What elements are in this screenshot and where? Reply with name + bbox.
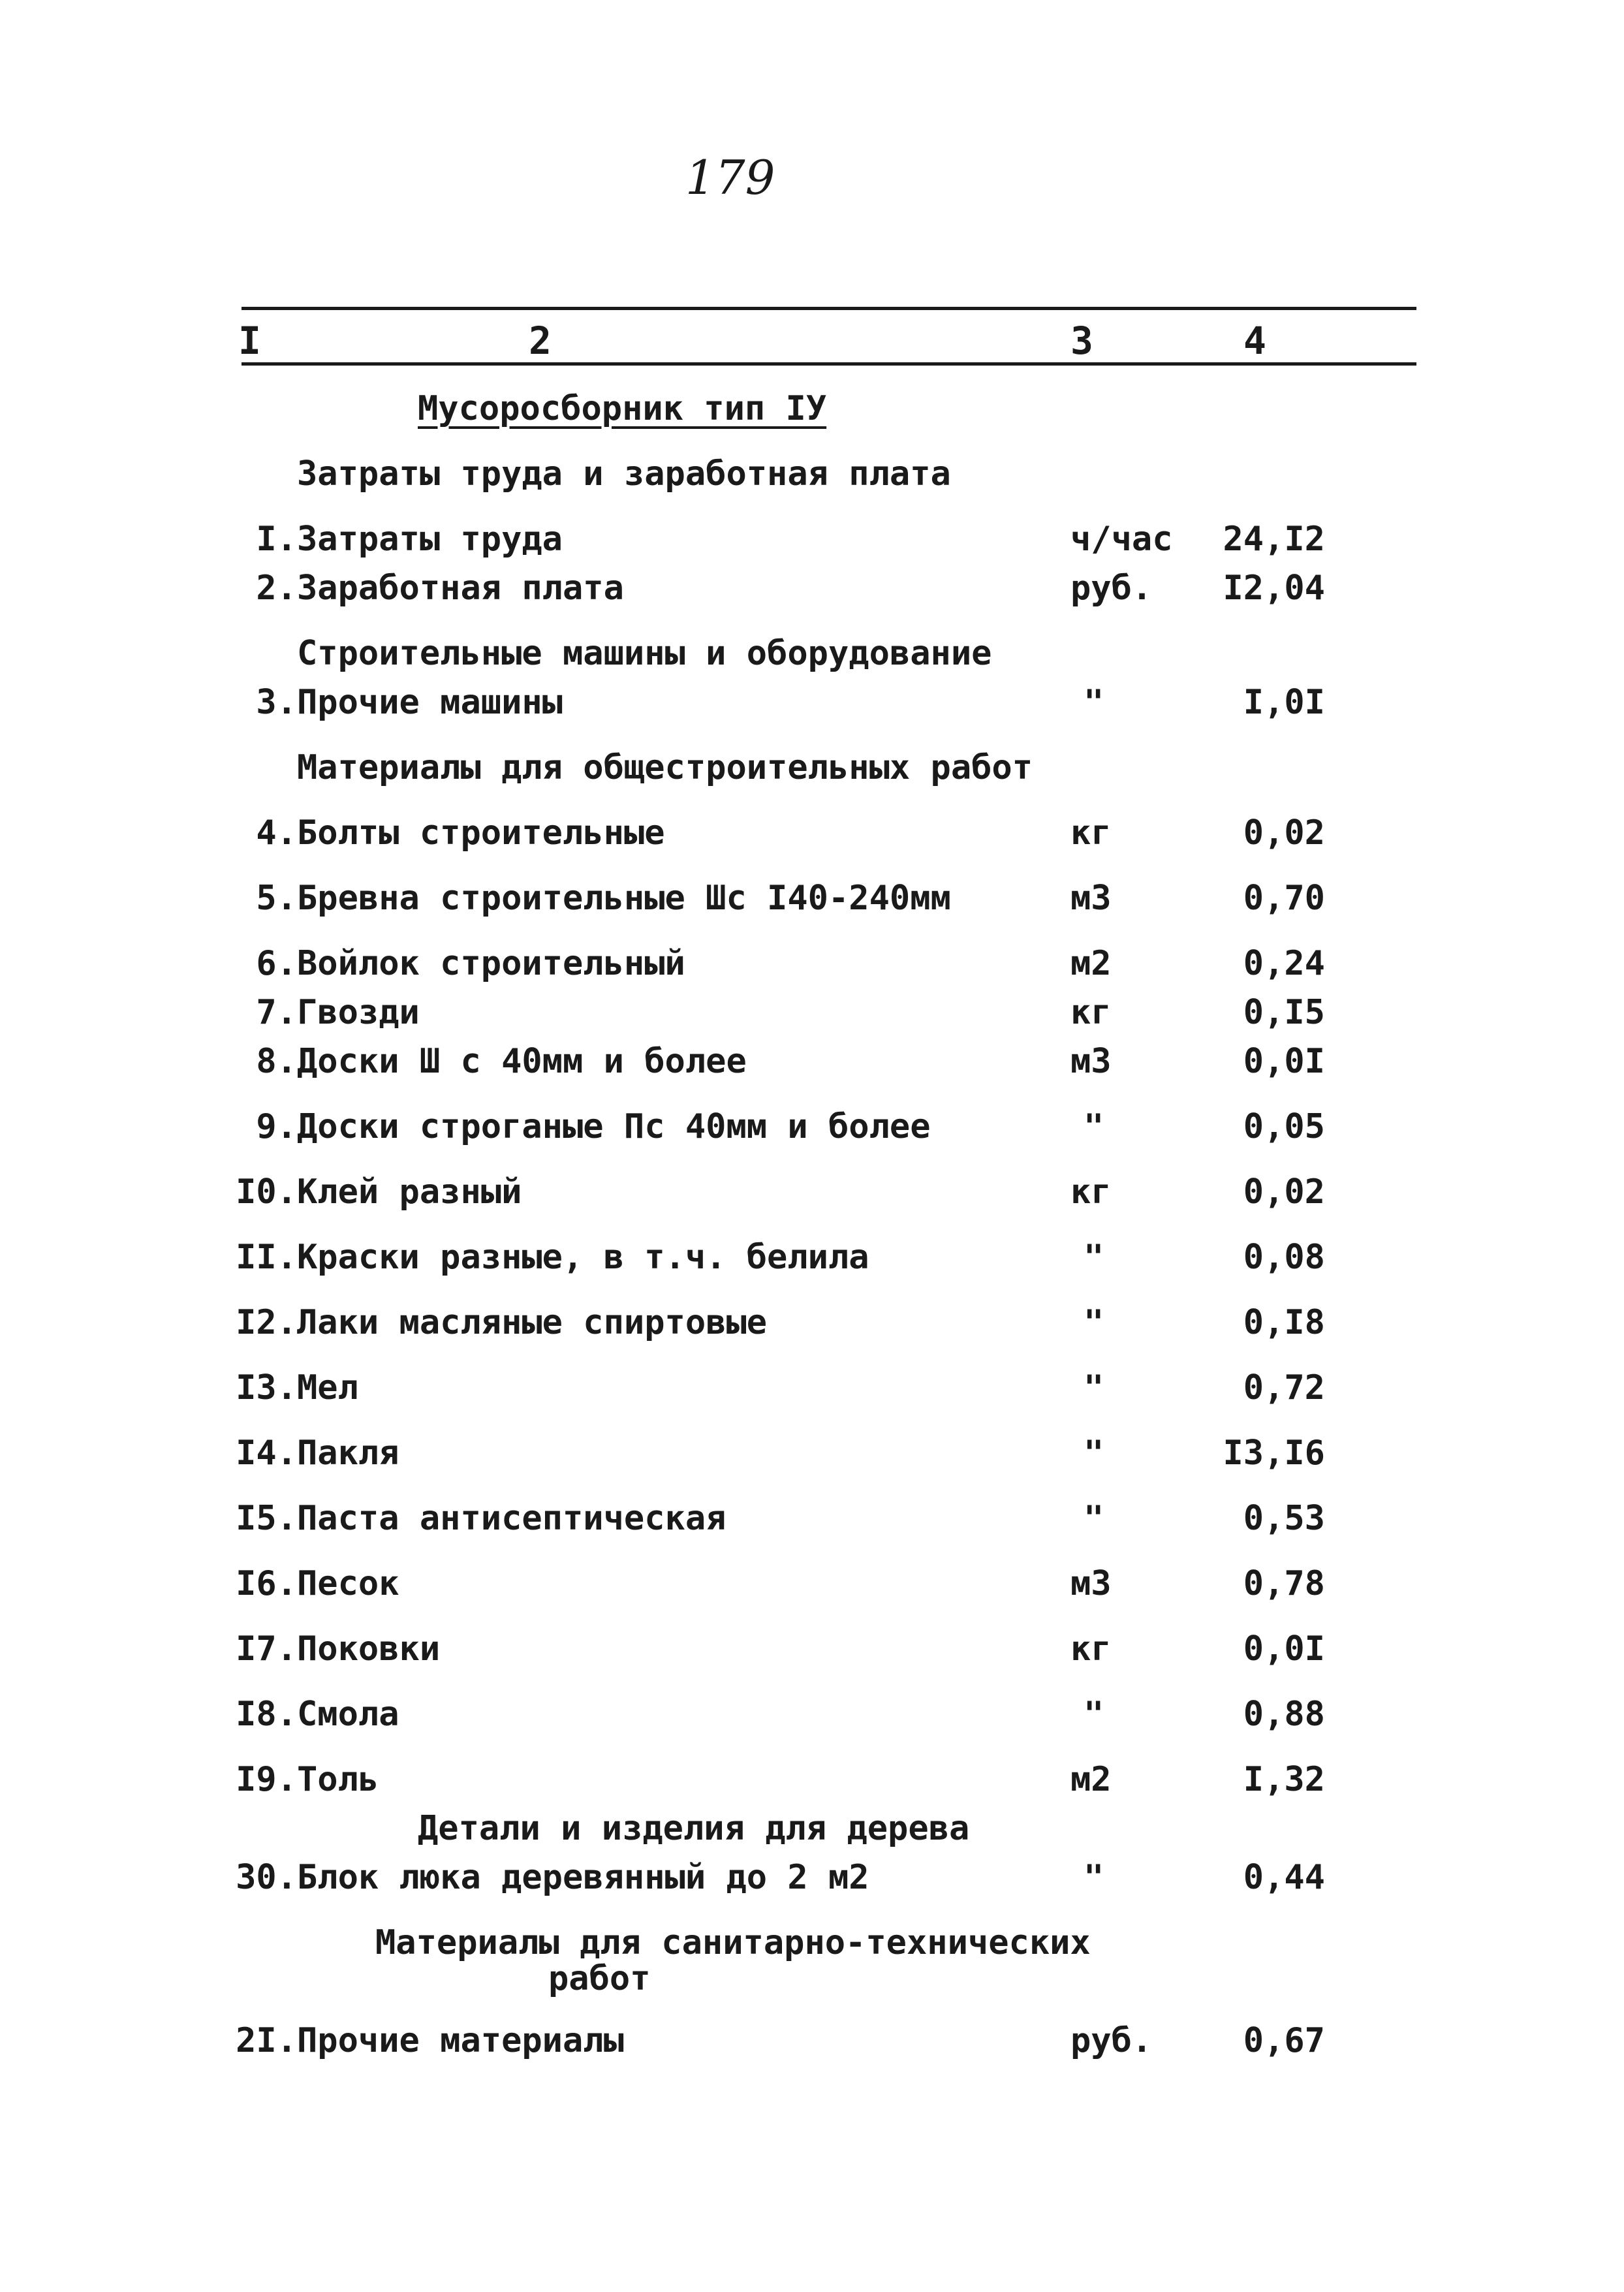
row-unit: руб. bbox=[1070, 2021, 1153, 2060]
table-header-rule bbox=[242, 362, 1416, 366]
row-number: 9. bbox=[256, 1107, 297, 1146]
row-number: 2I. bbox=[236, 2021, 297, 2060]
row-unit: кг bbox=[1070, 1629, 1112, 1669]
row-number: I2. bbox=[236, 1303, 297, 1342]
section-heading-sanitary-line1: Материалы для санитарно-технических bbox=[375, 1923, 1091, 1962]
row-value: I2,04 bbox=[1223, 569, 1325, 608]
row-value: I,0I bbox=[1243, 683, 1325, 722]
row-number: I. bbox=[256, 520, 297, 559]
column-header-1: I bbox=[238, 319, 261, 363]
row-unit: " bbox=[1084, 1303, 1104, 1342]
row-number: I6. bbox=[236, 1564, 297, 1603]
row-value: 24,I2 bbox=[1223, 520, 1325, 559]
row-unit: кг bbox=[1070, 813, 1112, 853]
row-unit: кг bbox=[1070, 993, 1112, 1032]
row-name: Гвозди bbox=[297, 993, 420, 1032]
row-unit: м3 bbox=[1070, 879, 1112, 918]
row-name: Пакля bbox=[297, 1434, 399, 1473]
section-heading-materials-general: Материалы для общестроительных работ bbox=[297, 748, 1033, 787]
row-number: I8. bbox=[236, 1695, 297, 1734]
row-unit: м3 bbox=[1070, 1564, 1112, 1603]
row-unit: ч/час bbox=[1070, 520, 1173, 559]
row-unit: кг bbox=[1070, 1172, 1112, 1212]
row-name: Доски строганые Пс 40мм и более bbox=[297, 1107, 931, 1146]
row-name: Толь bbox=[297, 1760, 379, 1799]
row-value: 0,67 bbox=[1243, 2021, 1325, 2060]
row-unit: " bbox=[1084, 1858, 1104, 1897]
row-number: 6. bbox=[256, 944, 297, 983]
row-value: 0,44 bbox=[1243, 1858, 1325, 1897]
row-name: Лаки масляные спиртовые bbox=[297, 1303, 768, 1342]
row-number: 8. bbox=[256, 1042, 297, 1081]
row-number: 2. bbox=[256, 569, 297, 608]
row-value: 0,24 bbox=[1243, 944, 1325, 983]
row-value: 0,0I bbox=[1243, 1042, 1325, 1081]
section-heading-labor: Затраты труда и заработная плата bbox=[297, 454, 951, 494]
row-unit: м3 bbox=[1070, 1042, 1112, 1081]
row-value: 0,0I bbox=[1243, 1629, 1325, 1669]
row-unit: руб. bbox=[1070, 569, 1153, 608]
row-unit: " bbox=[1084, 1368, 1104, 1407]
row-number: I5. bbox=[236, 1499, 297, 1538]
row-number: 30. bbox=[236, 1858, 297, 1897]
row-name: Паста антисептическая bbox=[297, 1499, 726, 1538]
row-unit: " bbox=[1084, 1499, 1104, 1538]
section-heading-machines: Строительные машины и оборудование bbox=[297, 634, 992, 673]
row-name: Смола bbox=[297, 1695, 399, 1734]
row-value: I,32 bbox=[1243, 1760, 1325, 1799]
row-name: Песок bbox=[297, 1564, 399, 1603]
row-number: 5. bbox=[256, 879, 297, 918]
row-name: Краски разные, в т.ч. белила bbox=[297, 1238, 869, 1277]
row-value: 0,08 bbox=[1243, 1238, 1325, 1277]
section-heading-sanitary-line2: работ bbox=[548, 1959, 651, 1998]
column-header-4: 4 bbox=[1243, 319, 1266, 363]
row-name: Блок люка деревянный до 2 м2 bbox=[297, 1858, 869, 1897]
row-unit: " bbox=[1084, 1238, 1104, 1277]
column-header-3: 3 bbox=[1070, 319, 1093, 363]
row-number: I7. bbox=[236, 1629, 297, 1669]
row-value: 0,02 bbox=[1243, 1172, 1325, 1212]
row-number: I0. bbox=[236, 1172, 297, 1212]
row-name: Поковки bbox=[297, 1629, 441, 1669]
row-value: 0,53 bbox=[1243, 1499, 1325, 1538]
row-value: I3,I6 bbox=[1223, 1434, 1325, 1473]
row-value: 0,05 bbox=[1243, 1107, 1325, 1146]
row-value: 0,88 bbox=[1243, 1695, 1325, 1734]
section-heading-wood-parts: Детали и изделия для дерева bbox=[418, 1809, 970, 1848]
row-number: 3. bbox=[256, 683, 297, 722]
row-name: Затраты труда bbox=[297, 520, 563, 559]
row-name: Прочие материалы bbox=[297, 2021, 624, 2060]
row-number: I3. bbox=[236, 1368, 297, 1407]
page-number: 179 bbox=[685, 150, 775, 205]
row-unit: м2 bbox=[1070, 944, 1112, 983]
row-name: Прочие машины bbox=[297, 683, 563, 722]
row-number: I9. bbox=[236, 1760, 297, 1799]
column-header-2: 2 bbox=[529, 319, 552, 363]
row-name: Бревна строительные Шс I40-240мм bbox=[297, 879, 951, 918]
row-name: Клей разный bbox=[297, 1172, 522, 1212]
row-number: 4. bbox=[256, 813, 297, 853]
row-name: Войлок строительный bbox=[297, 944, 685, 983]
row-name: Болты строительные bbox=[297, 813, 665, 853]
row-number: I4. bbox=[236, 1434, 297, 1473]
row-name: Мел bbox=[297, 1368, 358, 1407]
row-name: Доски Ш с 40мм и более bbox=[297, 1042, 747, 1081]
row-value: 0,78 bbox=[1243, 1564, 1325, 1603]
row-number: II. bbox=[236, 1238, 297, 1277]
row-value: 0,72 bbox=[1243, 1368, 1325, 1407]
row-unit: " bbox=[1084, 1107, 1104, 1146]
row-unit: " bbox=[1084, 1695, 1104, 1734]
row-value: 0,02 bbox=[1243, 813, 1325, 853]
row-unit: " bbox=[1084, 1434, 1104, 1473]
row-unit: " bbox=[1084, 683, 1104, 722]
table-top-rule bbox=[242, 307, 1416, 310]
table-title: Мусоросборник тип IУ bbox=[418, 389, 827, 428]
row-name: Заработная плата bbox=[297, 569, 624, 608]
row-unit: м2 bbox=[1070, 1760, 1112, 1799]
row-value: 0,I5 bbox=[1243, 993, 1325, 1032]
row-value: 0,70 bbox=[1243, 879, 1325, 918]
row-value: 0,I8 bbox=[1243, 1303, 1325, 1342]
row-number: 7. bbox=[256, 993, 297, 1032]
